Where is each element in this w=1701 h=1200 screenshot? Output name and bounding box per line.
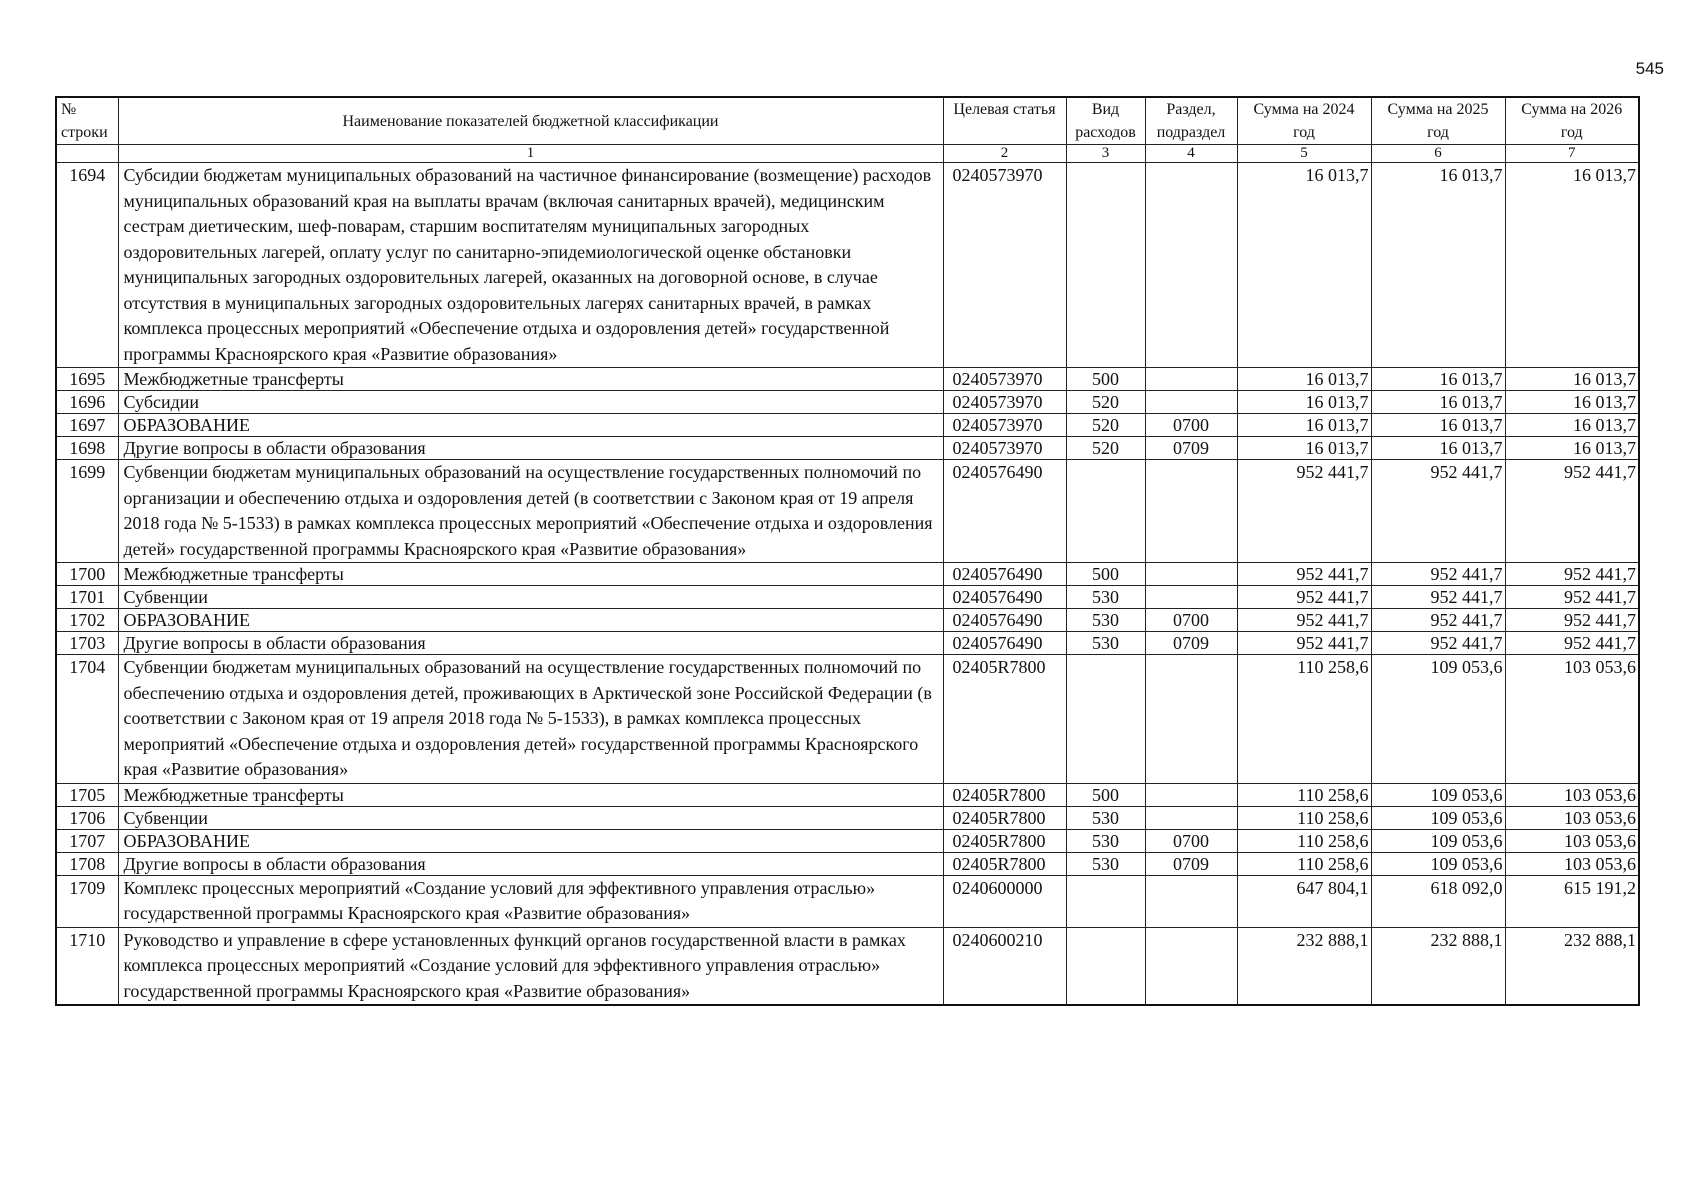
header-section: Раздел, подраздел — [1145, 97, 1237, 145]
row-number: 1696 — [56, 391, 118, 414]
sum-2025: 16 013,7 — [1371, 437, 1505, 460]
budget-classification-table — [55, 96, 1640, 1006]
row-number: 1704 — [56, 655, 118, 784]
sum-2024: 16 013,7 — [1237, 163, 1371, 368]
row-number: 1694 — [56, 163, 118, 368]
sum-2026: 103 053,6 — [1505, 829, 1639, 852]
section-code — [1145, 391, 1237, 414]
target-article: 0240573970 — [943, 414, 1066, 437]
sum-2026: 103 053,6 — [1505, 806, 1639, 829]
row-number: 1698 — [56, 437, 118, 460]
sum-2026: 103 053,6 — [1505, 783, 1639, 806]
section-code — [1145, 927, 1237, 1005]
sum-2024: 110 258,6 — [1237, 806, 1371, 829]
table-row — [56, 875, 1639, 927]
row-name: Субсидии — [118, 391, 943, 414]
section-code: 0709 — [1145, 437, 1237, 460]
expense-type: 530 — [1066, 609, 1145, 632]
row-number: 1697 — [56, 414, 118, 437]
expense-type — [1066, 655, 1145, 784]
table-row — [56, 783, 1639, 806]
sum-2025: 109 053,6 — [1371, 829, 1505, 852]
column-index: 2 — [943, 145, 1066, 163]
row-name: Другие вопросы в области образования — [118, 852, 943, 875]
section-code — [1145, 460, 1237, 563]
sum-2025: 16 013,7 — [1371, 163, 1505, 368]
expense-type: 530 — [1066, 632, 1145, 655]
sum-2026: 615 191,2 — [1505, 875, 1639, 927]
table-row — [56, 163, 1639, 368]
page-number: 545 — [1635, 59, 1664, 78]
sum-2024: 110 258,6 — [1237, 783, 1371, 806]
table-row — [56, 437, 1639, 460]
expense-type — [1066, 875, 1145, 927]
target-article: 02405R7800 — [943, 829, 1066, 852]
row-number: 1702 — [56, 609, 118, 632]
table-row — [56, 563, 1639, 586]
header-sum-2024: Сумма на 2024 год — [1237, 97, 1371, 145]
sum-2024: 647 804,1 — [1237, 875, 1371, 927]
section-code — [1145, 163, 1237, 368]
row-name: Субсидии бюджетам муниципальных образований на частичное финансирование (возмещение) расходов муниципальных образований края на выплаты врачам (включая санитарных врачей), медицинским сестрам диетическим, шеф-поварам, старшим воспитателям муниципальных загородных оздоровительных лагерей, оплату услуг по санитарно-эпидемиологической оценке обстановки муниципальных загородных оздоровительных лагерей, оказанных на договорной основе, в случае отсутствия в муниципальных загородных оздоровительных лагерях санитарных врачей, в рамках комплекса процессных мероприятий «Обеспечение отдыха и оздоровления детей» государственной программы Красноярского края «Развитие образования» — [118, 163, 943, 368]
sum-2025: 232 888,1 — [1371, 927, 1505, 1005]
sum-2026: 16 013,7 — [1505, 391, 1639, 414]
sum-2025: 952 441,7 — [1371, 632, 1505, 655]
sum-2024: 952 441,7 — [1237, 609, 1371, 632]
row-name: Межбюджетные трансферты — [118, 368, 943, 391]
row-name: Межбюджетные трансферты — [118, 563, 943, 586]
table-row — [56, 368, 1639, 391]
section-code: 0700 — [1145, 829, 1237, 852]
row-name: Субвенции бюджетам муниципальных образований на осуществление государственных полномочий по обеспечению отдыха и оздоровления детей, проживающих в Арктической зоне Российской Федерации (в соответствии с Законом края от 19 апреля 2018 года № 5-1533), в рамках комплекса процессных мероприятий «Обеспечение отдыха и оздоровления детей» государственной программы Красноярского края «Развитие образования» — [118, 655, 943, 784]
section-code: 0700 — [1145, 609, 1237, 632]
row-number: 1705 — [56, 783, 118, 806]
target-article: 0240576490 — [943, 563, 1066, 586]
sum-2025: 109 053,6 — [1371, 655, 1505, 784]
table-row — [56, 460, 1639, 563]
sum-2024: 952 441,7 — [1237, 460, 1371, 563]
section-code — [1145, 875, 1237, 927]
sum-2026: 952 441,7 — [1505, 609, 1639, 632]
expense-type: 520 — [1066, 437, 1145, 460]
header-name: Наименование показателей бюджетной классификации — [118, 97, 943, 145]
sum-2024: 232 888,1 — [1237, 927, 1371, 1005]
row-name: Субвенции — [118, 806, 943, 829]
row-name: ОБРАЗОВАНИЕ — [118, 414, 943, 437]
column-index: 6 — [1371, 145, 1505, 163]
sum-2026: 103 053,6 — [1505, 655, 1639, 784]
column-index: 3 — [1066, 145, 1145, 163]
expense-type: 530 — [1066, 829, 1145, 852]
row-number: 1703 — [56, 632, 118, 655]
target-article: 0240576490 — [943, 609, 1066, 632]
row-number: 1710 — [56, 927, 118, 1005]
target-article: 0240573970 — [943, 391, 1066, 414]
header-row-number: № строки — [56, 97, 118, 145]
target-article: 0240573970 — [943, 368, 1066, 391]
sum-2026: 16 013,7 — [1505, 368, 1639, 391]
row-number: 1701 — [56, 586, 118, 609]
target-article: 0240576490 — [943, 460, 1066, 563]
sum-2024: 110 258,6 — [1237, 655, 1371, 784]
row-number: 1707 — [56, 829, 118, 852]
sum-2026: 952 441,7 — [1505, 632, 1639, 655]
row-name: Другие вопросы в области образования — [118, 437, 943, 460]
target-article: 0240600210 — [943, 927, 1066, 1005]
header-sum-2025: Сумма на 2025 год — [1371, 97, 1505, 145]
sum-2025: 109 053,6 — [1371, 852, 1505, 875]
row-name: Субвенции — [118, 586, 943, 609]
section-code — [1145, 563, 1237, 586]
sum-2025: 952 441,7 — [1371, 563, 1505, 586]
sum-2024: 110 258,6 — [1237, 829, 1371, 852]
table-row — [56, 806, 1639, 829]
sum-2024: 952 441,7 — [1237, 586, 1371, 609]
expense-type: 530 — [1066, 586, 1145, 609]
expense-type: 520 — [1066, 414, 1145, 437]
target-article: 02405R7800 — [943, 655, 1066, 784]
sum-2024: 952 441,7 — [1237, 563, 1371, 586]
header-expense-type: Вид расходов — [1066, 97, 1145, 145]
sum-2024: 110 258,6 — [1237, 852, 1371, 875]
expense-type — [1066, 460, 1145, 563]
table-row — [56, 852, 1639, 875]
target-article: 0240576490 — [943, 586, 1066, 609]
sum-2026: 16 013,7 — [1505, 414, 1639, 437]
sum-2025: 952 441,7 — [1371, 460, 1505, 563]
section-code: 0709 — [1145, 632, 1237, 655]
column-index: 7 — [1505, 145, 1639, 163]
sum-2026: 232 888,1 — [1505, 927, 1639, 1005]
table-row — [56, 414, 1639, 437]
row-name: Руководство и управление в сфере установленных функций органов государственной власти в рамках комплекса процессных мероприятий «Создание условий для эффективного управления отраслью» государственной программы Красноярского края «Развитие образования» — [118, 927, 943, 1005]
target-article: 0240573970 — [943, 437, 1066, 460]
section-code: 0709 — [1145, 852, 1237, 875]
column-index: 1 — [118, 145, 943, 163]
row-number: 1709 — [56, 875, 118, 927]
sum-2026: 952 441,7 — [1505, 586, 1639, 609]
sum-2025: 16 013,7 — [1371, 414, 1505, 437]
target-article: 02405R7800 — [943, 783, 1066, 806]
table-body — [56, 163, 1639, 1006]
table-row — [56, 609, 1639, 632]
expense-type: 500 — [1066, 563, 1145, 586]
sum-2025: 109 053,6 — [1371, 806, 1505, 829]
section-code — [1145, 783, 1237, 806]
section-code — [1145, 368, 1237, 391]
row-number: 1706 — [56, 806, 118, 829]
table-row — [56, 632, 1639, 655]
header-sum-2026: Сумма на 2026 год — [1505, 97, 1639, 145]
table-row — [56, 927, 1639, 1005]
sum-2025: 16 013,7 — [1371, 391, 1505, 414]
sum-2025: 952 441,7 — [1371, 609, 1505, 632]
section-code — [1145, 586, 1237, 609]
sum-2026: 16 013,7 — [1505, 163, 1639, 368]
expense-type — [1066, 163, 1145, 368]
row-name: Межбюджетные трансферты — [118, 783, 943, 806]
table-row — [56, 391, 1639, 414]
sum-2025: 16 013,7 — [1371, 368, 1505, 391]
target-article: 0240576490 — [943, 632, 1066, 655]
section-code — [1145, 655, 1237, 784]
sum-2024: 16 013,7 — [1237, 437, 1371, 460]
sum-2024: 16 013,7 — [1237, 368, 1371, 391]
sum-2026: 952 441,7 — [1505, 563, 1639, 586]
table-row — [56, 829, 1639, 852]
column-index: 5 — [1237, 145, 1371, 163]
target-article: 02405R7800 — [943, 852, 1066, 875]
column-index: 4 — [1145, 145, 1237, 163]
table-row — [56, 655, 1639, 784]
row-name: ОБРАЗОВАНИЕ — [118, 609, 943, 632]
target-article: 0240573970 — [943, 163, 1066, 368]
row-name: ОБРАЗОВАНИЕ — [118, 829, 943, 852]
target-article: 0240600000 — [943, 875, 1066, 927]
column-index — [56, 145, 118, 163]
sum-2026: 103 053,6 — [1505, 852, 1639, 875]
row-name: Другие вопросы в области образования — [118, 632, 943, 655]
expense-type: 530 — [1066, 852, 1145, 875]
sum-2025: 109 053,6 — [1371, 783, 1505, 806]
sum-2025: 618 092,0 — [1371, 875, 1505, 927]
row-number: 1695 — [56, 368, 118, 391]
sum-2026: 952 441,7 — [1505, 460, 1639, 563]
expense-type: 500 — [1066, 368, 1145, 391]
row-name: Субвенции бюджетам муниципальных образований на осуществление государственных полномочий по организации и обеспечению отдыха и оздоровления детей (в соответствии с Законом края от 19 апреля 2018 года № 5-1533) в рамках комплекса процессных мероприятий «Обеспечение отдыха и оздоровления детей» государственной программы Красноярского края «Развитие образования» — [118, 460, 943, 563]
sum-2024: 16 013,7 — [1237, 391, 1371, 414]
sum-2026: 16 013,7 — [1505, 437, 1639, 460]
target-article: 02405R7800 — [943, 806, 1066, 829]
sum-2024: 16 013,7 — [1237, 414, 1371, 437]
section-code — [1145, 806, 1237, 829]
expense-type: 530 — [1066, 806, 1145, 829]
row-number: 1708 — [56, 852, 118, 875]
section-code: 0700 — [1145, 414, 1237, 437]
sum-2024: 952 441,7 — [1237, 632, 1371, 655]
table-header-row — [56, 97, 1639, 145]
expense-type — [1066, 927, 1145, 1005]
sum-2025: 952 441,7 — [1371, 586, 1505, 609]
header-target-article: Целевая статья — [943, 97, 1066, 145]
row-number: 1699 — [56, 460, 118, 563]
row-number: 1700 — [56, 563, 118, 586]
table-row — [56, 586, 1639, 609]
expense-type: 520 — [1066, 391, 1145, 414]
column-index-row — [56, 145, 1639, 163]
row-name: Комплекс процессных мероприятий «Создание условий для эффективного управления отраслью» государственной программы Красноярского края «Развитие образования» — [118, 875, 943, 927]
expense-type: 500 — [1066, 783, 1145, 806]
